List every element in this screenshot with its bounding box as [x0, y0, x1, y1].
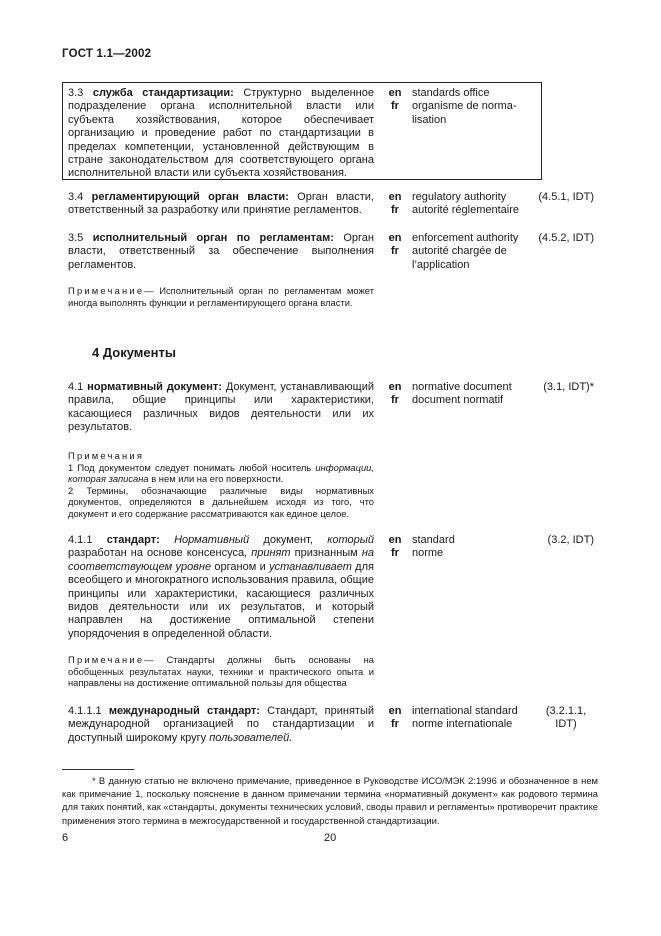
document-header: ГОСТ 1.1—2002: [62, 48, 152, 60]
entry-3-5-equivalents: enforcement authority autorité chargée de l’application: [412, 232, 519, 271]
equivalent-fr: organisme de norma- lisation: [412, 100, 517, 126]
footnote-separator: [62, 769, 134, 770]
entry-4-1-1-equivalents: standard norme: [412, 534, 455, 560]
entry-3-5-reference: (4.5.2, IDT): [538, 232, 594, 244]
entry-3-4-lang: en fr: [388, 191, 402, 217]
entry-3-3-lang: en fr: [388, 87, 402, 113]
note-3-5: Примечание— Исполнительный орган по регламентам может иногда выполнять функции и регламентирующего органа власти.: [68, 285, 375, 308]
entry-3-3-definition: [68, 87, 374, 181]
entry-4-1-1-1-equivalents: international standard norme internationale: [412, 705, 518, 731]
entry-3-5-definition: 3.5 исполнительный орган по регламентам: Орган власти, ответственный за обеспечение выполнения регламентов.: [68, 232, 374, 271]
note-4-1-1: Примечание— Стандарты должны быть основаны на обобщенных результатах науки, техники и практического опыта и направлены на достижение оптимальной пользы для общества: [68, 654, 374, 689]
entry-3-5-lang: en fr: [388, 232, 402, 258]
entry-4-1-1-lang: en fr: [388, 534, 402, 560]
entry-4-1-equivalents: normative document document normatif: [412, 381, 512, 407]
entry-definition: Структурно выделенное подразделение органа исполнительной власти или субъекта хозяйствования, которое обеспечивает организацию и проведение работ по стандартизации в пределах компетенции, установленной действующим в стране законодательством для соответствующего органа исполнительной власти или субъекта хозяйствования.: [68, 87, 374, 180]
entry-4-1-1-1-definition: 4.1.1.1 международный стандарт: Стандарт, принятый международной организацией по стандартизации и доступный широкому кругу пользователей.: [68, 705, 375, 744]
entry-term: служба стандартизации:: [92, 87, 234, 99]
entry-3-4-equivalents: regulatory authority autorité réglementaire: [412, 191, 520, 217]
section-title: 4 Документы: [92, 345, 176, 360]
entry-4-1-1-reference: (3.2, IDT): [547, 534, 594, 546]
page-number-left: 6: [62, 832, 69, 844]
footnote: * В данную статью не включено примечание, приведенное в Руководстве ИСО/МЭК 2:1996 и обозначенное в нем как примечание 1, поскольку пояснение в данном примечании термина «нормативный документ» как родового термина для таких понятий, как «стандарты, документы технических условий, своды правил и регламенты» противоречит практике применения этого термина в межгосударственной и государственной стандартизации.: [62, 775, 598, 826]
entry-4-1-1-definition: 4.1.1 стандарт: Нормативный документ, который разработан на основе консенсуса, принят признанным на соответствующем уровне органом и устанавливает для всеобщего и многократного использования правила, общие принципы или характеристики, касающиеся различных видов деятельности или их результатов, и который направлен на достижение оптимальной степени упорядочения в определенной области.: [68, 534, 375, 640]
entry-4-1-1-1-reference: (3.2.1.1, IDT): [545, 705, 587, 731]
entry-3-4-definition: 3.4 регламентирующий орган власти: Орган власти, ответственный за разработку или принятие регламентов.: [68, 191, 374, 217]
entry-4-1-lang: en fr: [388, 381, 402, 407]
entry-3-3-equivalents: [412, 87, 537, 127]
entry-4-1-1-1-lang: en fr: [388, 705, 402, 731]
entry-3-4-reference: (4.5.1, IDT): [538, 191, 594, 203]
notes-4-1: Примечания 1 Под документом следует понимать любой носитель информации, которая записана в нем или на его поверхности. 2 Термины, обозначающие различные виды нормативных документов, определяются в дальнейшем исходя из того, что документ и его содержание рассматриваются как единое целое.: [68, 450, 374, 519]
entry-number: 3.3: [68, 87, 84, 99]
page-number-center: 20: [324, 832, 337, 844]
entry-4-1-definition: 4.1 нормативный документ: Документ, устанавливающий правила, общие принципы или характеристики, касающиеся различных видов деятельности или их результатов.: [68, 381, 374, 434]
entry-4-1-reference: (3.1, IDT)*: [543, 381, 594, 393]
equivalent-en: standards office: [412, 87, 490, 99]
